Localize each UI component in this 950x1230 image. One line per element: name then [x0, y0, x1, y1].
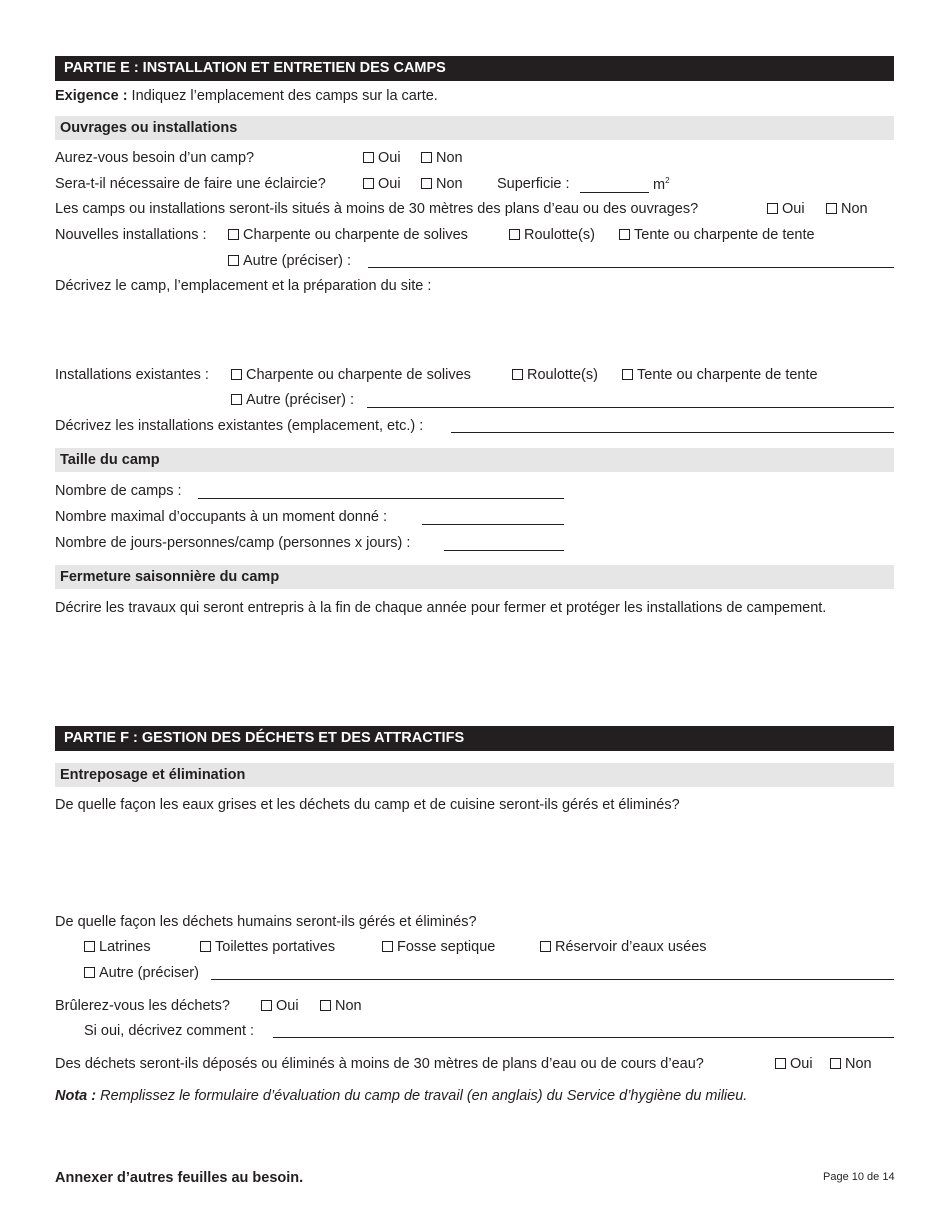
- deposit-non[interactable]: [830, 1056, 872, 1072]
- new-tente-option[interactable]: [619, 227, 815, 243]
- checkbox[interactable]: [320, 1000, 331, 1011]
- describe-camp-label: Décrivez le camp, l’emplacement et la préparation du site :: [55, 278, 432, 294]
- nb-jours-field[interactable]: [444, 550, 564, 551]
- describe-existing-field[interactable]: [451, 432, 894, 433]
- non-label: Non: [436, 150, 463, 166]
- requirement-text: Indiquez l’emplacement des camps sur la carte.: [127, 88, 438, 104]
- waste-autre-option[interactable]: [84, 965, 199, 981]
- nb-max-field[interactable]: [422, 524, 564, 525]
- nota-text: Remplissez le formulaire d’évaluation du camp de travail (en anglais) du Service d’hygiène du milieu.: [96, 1088, 748, 1104]
- new-roulotte-option[interactable]: [509, 227, 595, 243]
- option-label: Autre (préciser) :: [246, 392, 354, 408]
- need-camp-oui[interactable]: [363, 150, 401, 166]
- oui-label: Oui: [790, 1056, 813, 1072]
- latrines-option[interactable]: [84, 939, 151, 955]
- proximity-non[interactable]: [826, 201, 868, 217]
- new-charpente-option[interactable]: [228, 227, 468, 243]
- nb-camps-field[interactable]: [198, 498, 564, 499]
- non-label: Non: [436, 176, 463, 192]
- checkbox[interactable]: [830, 1058, 841, 1069]
- part-f-header: PARTIE F : GESTION DES DÉCHETS ET DES ATTRACTIFS: [55, 726, 894, 751]
- ouvrages-heading: Ouvrages ou installations: [55, 116, 894, 140]
- existing-installations-label: Installations existantes :: [55, 367, 209, 383]
- waste-autre-field[interactable]: [211, 979, 894, 980]
- checkbox[interactable]: [619, 229, 630, 240]
- checkbox[interactable]: [775, 1058, 786, 1069]
- proximity-oui[interactable]: [767, 201, 805, 217]
- checkbox[interactable]: [228, 229, 239, 240]
- burn-detail-label: Si oui, décrivez comment :: [84, 1023, 255, 1039]
- entreposage-heading: Entreposage et élimination: [55, 763, 894, 787]
- non-label: Non: [335, 998, 362, 1014]
- checkbox[interactable]: [421, 152, 432, 163]
- option-label: Latrines: [99, 939, 151, 955]
- existing-charpente-option[interactable]: [231, 367, 471, 383]
- deposit-question: Des déchets seront-ils déposés ou éliminés à moins de 30 mètres de plans d’eau ou de cours d’eau?: [55, 1056, 704, 1072]
- nb-jours-label: Nombre de jours-personnes/camp (personnes x jours) :: [55, 535, 411, 551]
- describe-existing-label: Décrivez les installations existantes (emplacement, etc.) :: [55, 418, 424, 434]
- option-label: Roulotte(s): [527, 367, 598, 383]
- clearing-oui[interactable]: [363, 176, 401, 192]
- checkbox[interactable]: [512, 369, 523, 380]
- superficie-field[interactable]: [580, 192, 649, 193]
- reservoir-option[interactable]: [540, 939, 707, 955]
- requirement-label: Exigence :: [55, 88, 128, 104]
- existing-autre-option[interactable]: [231, 392, 354, 408]
- nb-max-label: Nombre maximal d’occupants à un moment donné :: [55, 509, 388, 525]
- existing-tente-option[interactable]: [622, 367, 818, 383]
- checkbox[interactable]: [84, 941, 95, 952]
- checkbox[interactable]: [228, 255, 239, 266]
- annex-note: Annexer d’autres feuilles au besoin.: [55, 1170, 304, 1186]
- checkbox[interactable]: [200, 941, 211, 952]
- clearing-question: Sera-t-il nécessaire de faire une éclaircie?: [55, 176, 326, 192]
- superficie-label: Superficie :: [497, 176, 570, 192]
- checkbox[interactable]: [231, 394, 242, 405]
- oui-label: Oui: [378, 150, 401, 166]
- unit: m: [653, 176, 666, 193]
- burn-oui[interactable]: [261, 998, 299, 1014]
- option-label: Toilettes portatives: [215, 939, 336, 955]
- option-label: Tente ou charpente de tente: [637, 367, 818, 383]
- page-number: Page 10 de 14: [823, 1171, 895, 1183]
- human-waste-question: De quelle façon les déchets humains seront-ils gérés et éliminés?: [55, 914, 477, 930]
- superficie-unit: [653, 176, 670, 193]
- checkbox[interactable]: [363, 178, 374, 189]
- proximity-question: Les camps ou installations seront-ils situés à moins de 30 mètres des plans d’eau ou des ouvrages?: [55, 201, 699, 217]
- fermeture-heading: Fermeture saisonnière du camp: [55, 565, 894, 589]
- checkbox[interactable]: [421, 178, 432, 189]
- new-autre-field[interactable]: [368, 267, 894, 268]
- option-label: Charpente ou charpente de solives: [246, 367, 471, 383]
- need-camp-non[interactable]: [421, 150, 463, 166]
- fosse-option[interactable]: [382, 939, 495, 955]
- checkbox[interactable]: [261, 1000, 272, 1011]
- option-label: Autre (préciser) :: [243, 253, 351, 269]
- option-label: Roulotte(s): [524, 227, 595, 243]
- non-label: Non: [841, 201, 868, 217]
- oui-label: Oui: [378, 176, 401, 192]
- nb-camps-label: Nombre de camps :: [55, 483, 182, 499]
- option-label: Réservoir d’eaux usées: [555, 939, 707, 955]
- checkbox[interactable]: [84, 967, 95, 978]
- checkbox[interactable]: [231, 369, 242, 380]
- checkbox[interactable]: [767, 203, 778, 214]
- unit-exponent: 2: [665, 176, 670, 185]
- toilettes-option[interactable]: [200, 939, 335, 955]
- burn-detail-field[interactable]: [273, 1037, 894, 1038]
- nota: [55, 1088, 747, 1104]
- checkbox[interactable]: [363, 152, 374, 163]
- nota-label: Nota :: [55, 1088, 97, 1104]
- checkbox[interactable]: [622, 369, 633, 380]
- checkbox[interactable]: [826, 203, 837, 214]
- oui-label: Oui: [782, 201, 805, 217]
- checkbox[interactable]: [540, 941, 551, 952]
- non-label: Non: [845, 1056, 872, 1072]
- existing-autre-field[interactable]: [367, 407, 894, 408]
- checkbox[interactable]: [509, 229, 520, 240]
- new-autre-option[interactable]: [228, 253, 351, 269]
- greywater-question: De quelle façon les eaux grises et les déchets du camp et de cuisine seront-ils gérés et éliminés?: [55, 797, 680, 813]
- burn-question: Brûlerez-vous les déchets?: [55, 998, 230, 1014]
- fermeture-text: Décrire les travaux qui seront entrepris à la fin de chaque année pour fermer et protéger les installations de campement.: [55, 600, 827, 616]
- burn-non[interactable]: [320, 998, 362, 1014]
- option-label: Autre (préciser): [99, 965, 199, 981]
- deposit-oui[interactable]: [775, 1056, 813, 1072]
- checkbox[interactable]: [382, 941, 393, 952]
- existing-roulotte-option[interactable]: [512, 367, 598, 383]
- option-label: Charpente ou charpente de solives: [243, 227, 468, 243]
- oui-label: Oui: [276, 998, 299, 1014]
- part-e-header: PARTIE E : INSTALLATION ET ENTRETIEN DES CAMPS: [55, 56, 894, 81]
- option-label: Tente ou charpente de tente: [634, 227, 815, 243]
- requirement-line: [55, 88, 438, 104]
- taille-heading: Taille du camp: [55, 448, 894, 472]
- new-installations-label: Nouvelles installations :: [55, 227, 207, 243]
- clearing-non[interactable]: [421, 176, 463, 192]
- need-camp-question: Aurez-vous besoin d’un camp?: [55, 150, 255, 166]
- option-label: Fosse septique: [397, 939, 496, 955]
